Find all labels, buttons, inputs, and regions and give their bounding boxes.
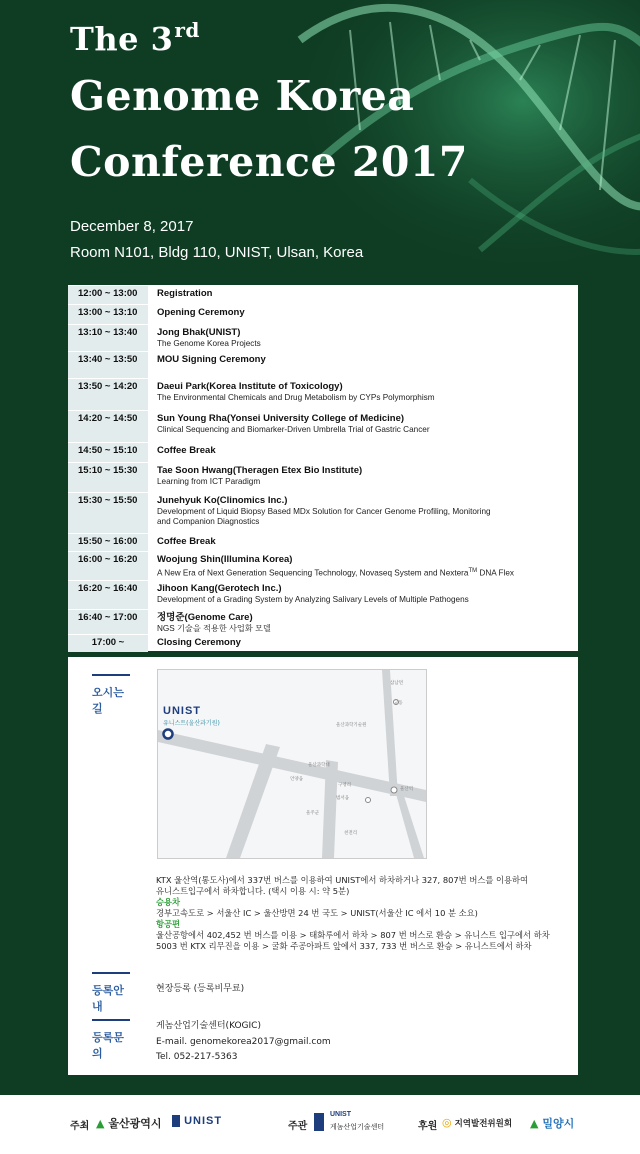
schedule-event: Daeui Park(Korea Institute of Toxicology)	[157, 381, 343, 392]
regional-committee-logo: ◎ 지역발전위원회	[442, 1116, 513, 1129]
map-label: 언양읍	[290, 777, 304, 782]
miryang-logo: ▲ 밀양시	[530, 1117, 575, 1130]
schedule-row	[68, 551, 578, 581]
kogic-logo-top: UNIST	[330, 1111, 351, 1118]
sponsor-footer	[0, 1095, 640, 1154]
directions-heading: 오시는길	[92, 674, 132, 716]
schedule-talk-title: NGS 기술을 적용한 사업화 모델	[157, 624, 271, 633]
host-label: 주최	[70, 1121, 90, 1132]
ulsan-logo: ▲ 울산광역시	[96, 1117, 162, 1130]
schedule-table	[68, 285, 578, 651]
event-venue: Room N101, Bldg 110, UNIST, Ulsan, Korea	[70, 244, 364, 261]
directions-air-label: 항공편	[156, 919, 181, 929]
schedule-event: 정명준(Genome Care)	[157, 612, 253, 623]
schedule-event: MOU Signing Ceremony	[157, 354, 266, 365]
schedule-talk-title: A New Era of Next Generation Sequencing Technology, Novaseq System and Nextera™ DNA Flex	[157, 568, 514, 578]
schedule-talk-title-cont: and Companion Diagnostics	[157, 517, 260, 526]
schedule-row	[68, 462, 578, 493]
registration-text: 현장등록 (등록비무료)	[156, 984, 245, 994]
directions-ktx-line-1: KTX 울산역(통도사)에서 337번 버스를 이용하여 UNIST에서 하차하거나 327, 807번 버스를 이용하여	[156, 875, 529, 885]
map-label: 구영리	[338, 783, 352, 788]
schedule-row	[68, 324, 578, 352]
title-line-1: The 3rd	[70, 18, 200, 58]
unist-logo: UNIST	[172, 1115, 222, 1127]
schedule-row	[68, 304, 578, 325]
location-map	[157, 669, 427, 859]
map-label: 울산역	[400, 787, 414, 792]
map-label: 울산과학기술원	[336, 723, 367, 728]
schedule-event: Coffee Break	[157, 536, 216, 547]
schedule-talk-title: The Environmental Chemicals and Drug Metabolism by CYPs Polymorphism	[157, 393, 435, 402]
map-label: 울주군	[306, 811, 320, 816]
schedule-event: Junehyuk Ko(Clinomics Inc.)	[157, 495, 288, 506]
title-line-2: Genome Korea	[70, 72, 415, 120]
schedule-time: 16:40 ~ 17:00	[68, 610, 148, 635]
schedule-row	[68, 410, 578, 443]
schedule-row	[68, 378, 578, 411]
schedule-time: 16:00 ~ 16:20	[68, 552, 148, 581]
schedule-row	[68, 533, 578, 552]
map-label: 삼남면	[390, 681, 404, 686]
schedule-time: 14:20 ~ 14:50	[68, 411, 148, 443]
unist-map-logo: UNIST	[163, 705, 201, 717]
schedule-time: 17:00 ~	[68, 635, 148, 652]
schedule-event: Sun Young Rha(Yonsei University College of Medicine)	[157, 413, 405, 424]
inquiry-tel: Tel. 052-217-5363	[156, 1052, 238, 1062]
inquiry-org: 게놈산업기술센터(KOGIC)	[156, 1021, 261, 1031]
schedule-time: 16:20 ~ 16:40	[68, 581, 148, 610]
event-date: December 8, 2017	[70, 218, 194, 235]
schedule-time: 12:00 ~ 13:00	[68, 286, 148, 305]
inquiry-email[interactable]: E-mail. genomekorea2017@gmail.com	[156, 1037, 331, 1047]
unist-map-subtitle: 유니스트(울산과기원)	[163, 720, 220, 727]
schedule-time: 13:40 ~ 13:50	[68, 352, 148, 379]
schedule-time: 13:00 ~ 13:10	[68, 305, 148, 325]
schedule-row	[68, 492, 578, 534]
schedule-row	[68, 442, 578, 463]
map-label: 울산과학대	[308, 763, 330, 768]
inquiry-heading: 등록문의	[92, 1019, 132, 1061]
schedule-row	[68, 351, 578, 379]
map-label: 교동	[394, 701, 403, 706]
schedule-talk-title: Learning from ICT Paradigm	[157, 477, 261, 486]
title-line-3: Conference 2017	[70, 138, 468, 186]
schedule-time: 15:30 ~ 15:50	[68, 493, 148, 534]
map-roads	[158, 670, 426, 858]
schedule-event: Coffee Break	[157, 445, 216, 456]
schedule-talk-title: Clinical Sequencing and Biomarker-Driven Umbrella Trial of Gastric Cancer	[157, 425, 430, 434]
schedule-event: Opening Ceremony	[157, 307, 245, 318]
directions-air-line-1: 울산공항에서 402,452 번 버스를 이용 > 태화루에서 하차 > 807 번 버스로 환승 > 유니스트 입구에서 하차	[156, 930, 550, 940]
schedule-event: Closing Ceremony	[157, 637, 241, 648]
schedule-row	[68, 634, 578, 652]
schedule-time: 15:50 ~ 16:00	[68, 534, 148, 552]
kogic-logo-bottom: 게놈산업기술센터	[330, 1123, 385, 1131]
organizer-label: 주관	[288, 1121, 308, 1132]
schedule-talk-title: The Genome Korea Projects	[157, 339, 261, 348]
schedule-row	[68, 609, 578, 635]
schedule-row	[68, 580, 578, 610]
schedule-event: Registration	[157, 288, 213, 299]
directions-car-text: 경부고속도로 > 서울산 IC > 울산방면 24 번 국도 > UNIST(서울산 IC 에서 10 분 소요)	[156, 908, 478, 918]
map-label: 천전리	[344, 831, 358, 836]
registration-heading: 등록안내	[92, 972, 132, 1014]
schedule-time: 14:50 ~ 15:10	[68, 443, 148, 463]
directions-air-line-2: 5003 번 KTX 리무진을 이용 > 굴화 주공아파트 앞에서 337, 733 번 버스로 환승 > 유니스트에서 하차	[156, 941, 532, 951]
schedule-time: 13:50 ~ 14:20	[68, 379, 148, 411]
schedule-event: Woojung Shin(Illumina Korea)	[157, 554, 293, 565]
schedule-event: Jihoon Kang(Gerotech Inc.)	[157, 583, 282, 594]
map-label: 범서읍	[336, 796, 350, 801]
info-panel	[68, 657, 578, 1075]
schedule-talk-title: Development of a Grading System by Analyzing Salivary Levels of Multiple Pathogens	[157, 595, 469, 604]
schedule-time: 13:10 ~ 13:40	[68, 325, 148, 352]
schedule-time: 15:10 ~ 15:30	[68, 463, 148, 493]
kogic-logo-mark	[314, 1113, 324, 1131]
schedule-row	[68, 285, 578, 305]
schedule-talk-title: Development of Liquid Biopsy Based MDx Solution for Cancer Genome Profiling, Monitoring	[157, 507, 491, 516]
schedule-event: Jong Bhak(UNIST)	[157, 327, 241, 338]
schedule-event: Tae Soon Hwang(Theragen Etex Bio Institute)	[157, 465, 363, 476]
directions-ktx-line-2: 유니스트입구에서 하차합니다. (택시 이용 시: 약 5분)	[156, 886, 350, 896]
directions-car-label: 승용차	[156, 897, 181, 907]
sponsor-label: 후원	[418, 1121, 438, 1132]
